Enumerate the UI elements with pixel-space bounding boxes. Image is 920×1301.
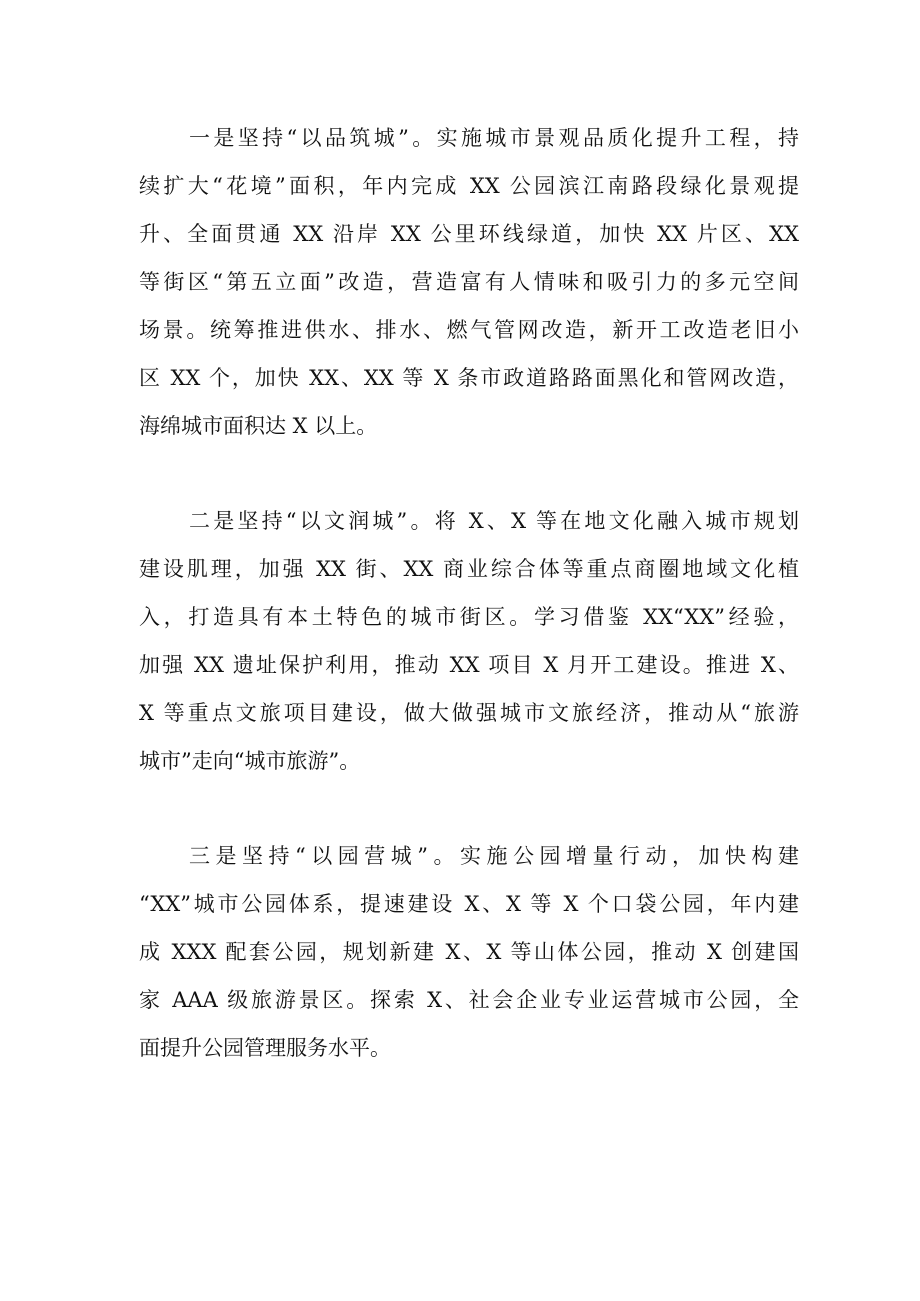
text-line: 场景。统筹推进供水、排水、燃气管网改造，新开工改造老旧小 [139, 318, 799, 342]
paragraph-2 [139, 497, 799, 785]
text-line: X 等重点文旅项目建设，做大做强城市文旅经济，推动从“旅游 [139, 701, 799, 725]
text-line: 一是坚持“以品筑城”。实施城市景观品质化提升工程，持 [189, 126, 799, 150]
text-line: “XX”城市公园体系，提速建设 X、X 等 X 个口袋公园，年内建 [139, 892, 799, 916]
text-line: 海绵城市面积达 X 以上。 [139, 414, 378, 438]
text-line: 续扩大“花境”面积，年内完成 XX 公园滨江南路段绿化景观提 [139, 174, 799, 198]
text-line: 成 XXX 配套公园，规划新建 X、X 等山体公园，推动 X 创建国 [139, 940, 799, 964]
text-line: 家 AAA 级旅游景区。探索 X、社会企业专业运营城市公园，全 [139, 988, 799, 1012]
text-line: 加强 XX 遗址保护利用，推动 XX 项目 X 月开工建设。推进 X、 [139, 653, 799, 677]
text-line: 入，打造具有本土特色的城市街区。学习借鉴 XX“XX”经验， [139, 605, 799, 629]
text-line: 城市”走向“城市旅游”。 [139, 749, 361, 773]
text-line: 区 XX 个，加快 XX、XX 等 X 条市政道路路面黑化和管网改造， [139, 366, 799, 390]
text-line: 三是坚持“以园营城”。实施公园增量行动，加快构建 [189, 844, 799, 868]
text-line: 升、全面贯通 XX 沿岸 XX 公里环线绿道，加快 XX 片区、XX [139, 222, 799, 246]
text-line: 建设肌理，加强 XX 街、XX 商业综合体等重点商圈地域文化植 [139, 557, 799, 581]
paragraph-3 [139, 832, 799, 1072]
paragraph-1 [139, 114, 799, 450]
text-line: 二是坚持“以文润城”。将 X、X 等在地文化融入城市规划 [189, 509, 799, 533]
text-line: 面提升公园管理服务水平。 [139, 1036, 391, 1060]
text-line: 等街区“第五立面”改造，营造富有人情味和吸引力的多元空间 [139, 270, 799, 294]
